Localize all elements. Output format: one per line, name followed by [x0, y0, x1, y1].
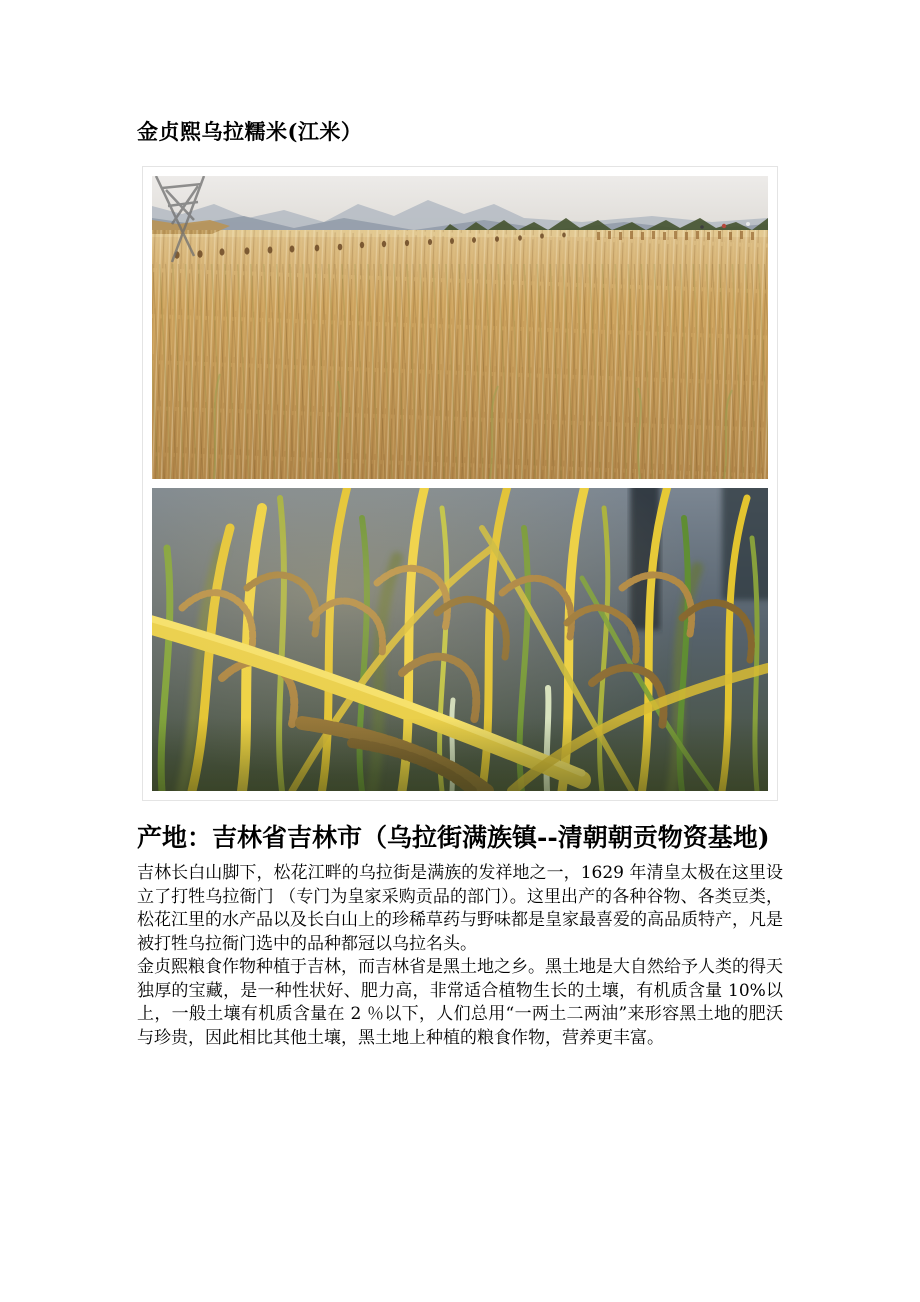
right-stack-row	[597, 231, 754, 240]
document-title: 金贞熙乌拉糯米(江米）	[137, 119, 363, 144]
rice-field-landscape-photo	[152, 176, 768, 479]
photo-frame	[142, 166, 778, 801]
rice-field	[152, 220, 768, 479]
origin-heading: 产地：吉林省吉林市（乌拉街满族镇--清朝朝贡物资基地)	[137, 823, 770, 852]
closeup-sunlight-glow	[152, 488, 768, 791]
rice-ears-closeup-photo	[152, 488, 768, 791]
paragraph-history: 吉林长白山脚下，松花江畔的乌拉街是满族的发祥地之一，1629 年清皇太极在这里设立了打牲乌拉衙门 （专门为皇家采购贡品的部门）。这里出产的各种谷物、各类豆类，松花江里的水产品以及长白山上的珍稀草药与野味都是皇家最喜爱的高品质特产，凡是被打牲乌拉衙门选中的品种都冠以乌拉名头。	[137, 863, 783, 954]
paragraph-black-soil: 金贞熙粮食作物种植于吉林，而吉林省是黑土地之乡。黑土地是大自然给予人类的得天独厚的宝藏，是一种性状好、肥力高，非常适合植物生长的土壤，有机质含量 10%以上，一般土壤有机质含量在 2 ％以下，人们总用“一两土二两油”来形容黑土地的肥沃与珍贵，因此相比其他土壤，黑土地上种植的粮食作物，营养更丰富。	[137, 957, 783, 1048]
